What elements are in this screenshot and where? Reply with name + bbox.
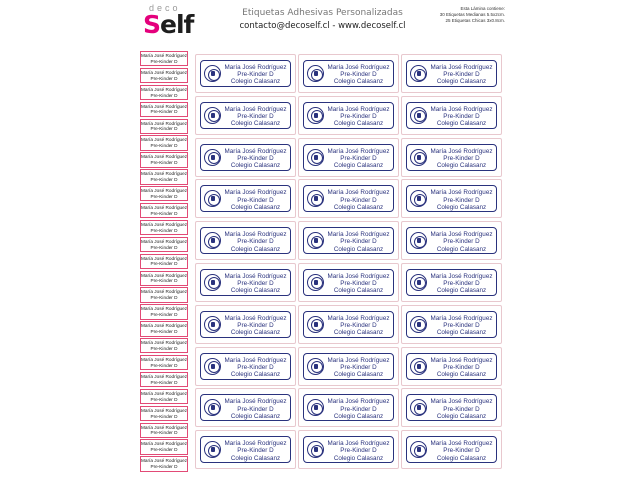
label-text	[223, 440, 288, 462]
label-frame	[303, 185, 394, 212]
label-frame	[200, 353, 291, 380]
small-label-grade: Pre-Kinder D	[150, 464, 178, 470]
label-name: María José Rodríguez	[430, 231, 493, 239]
label-school: Colegio Calasanz	[230, 245, 281, 253]
label-school: Colegio Calasanz	[436, 287, 487, 295]
sheet-info-line: 25 Etiquetas Chicas 3x0.8cm.	[445, 17, 505, 23]
school-crest-icon	[307, 190, 324, 207]
logo-self-text	[143, 10, 193, 39]
small-label-grade: Pre-Kinder D	[150, 244, 178, 250]
label-frame	[303, 269, 394, 296]
label-grade: Pre-Kinder D	[237, 447, 274, 455]
small-label-grade: Pre-Kinder D	[150, 362, 178, 368]
label-school: Colegio Calasanz	[436, 203, 487, 211]
label-school: Colegio Calasanz	[230, 78, 281, 86]
medium-label	[298, 388, 399, 427]
label-grade: Pre-Kinder D	[237, 71, 274, 79]
label-text	[223, 148, 288, 170]
label-school: Colegio Calasanz	[230, 162, 281, 169]
label-school: Colegio Calasanz	[333, 120, 384, 128]
small-label-name: María José Rodríguez	[141, 323, 188, 329]
sheet-info	[440, 6, 505, 23]
school-crest-icon	[410, 149, 427, 166]
small-label-name: María José Rodríguez	[141, 373, 188, 379]
label-name: María José Rodríguez	[430, 314, 493, 322]
small-label-grade: Pre-Kinder D	[150, 143, 178, 149]
school-crest-icon	[410, 107, 427, 124]
school-crest-icon	[410, 441, 427, 458]
school-crest-icon	[410, 190, 427, 207]
label-name: María José Rodríguez	[224, 105, 287, 113]
small-label-grade: Pre-Kinder D	[150, 75, 178, 81]
label-name: María José Rodríguez	[224, 64, 287, 71]
label-grade: Pre-Kinder D	[340, 447, 377, 455]
small-label-name: María José Rodríguez	[141, 205, 188, 211]
school-crest-icon	[204, 107, 221, 124]
label-frame	[406, 353, 497, 380]
label-name: María José Rodríguez	[327, 272, 390, 280]
school-crest-icon	[410, 358, 427, 375]
label-name: María José Rodríguez	[327, 64, 390, 71]
small-label	[140, 220, 188, 235]
small-label-grade: Pre-Kinder D	[150, 396, 178, 402]
decoself-logo	[143, 3, 194, 43]
small-label	[140, 456, 188, 471]
medium-label	[298, 430, 399, 469]
label-text	[326, 357, 391, 379]
label-text	[429, 440, 494, 462]
small-label-grade: Pre-Kinder D	[150, 92, 178, 98]
label-name: María José Rodríguez	[224, 314, 287, 322]
small-label-grade: Pre-Kinder D	[150, 312, 178, 318]
medium-label	[401, 430, 502, 469]
label-name: María José Rodríguez	[430, 64, 493, 71]
medium-label	[401, 179, 502, 218]
label-text	[429, 357, 494, 379]
small-label	[140, 203, 188, 218]
small-label-name: María José Rodríguez	[141, 221, 188, 227]
label-grade: Pre-Kinder D	[237, 238, 274, 246]
label-school: Colegio Calasanz	[333, 287, 384, 295]
sheet-info-line: Esta Lámina contiene:	[460, 6, 505, 11]
logo-elf-letters: elf	[160, 10, 194, 39]
label-frame	[200, 394, 291, 421]
school-crest-icon	[204, 149, 221, 166]
school-crest-icon	[307, 65, 324, 82]
label-grade: Pre-Kinder D	[340, 71, 377, 79]
label-frame	[200, 227, 291, 254]
label-frame	[303, 353, 394, 380]
small-label	[140, 372, 188, 387]
label-school: Colegio Calasanz	[230, 120, 281, 128]
small-label-grade: Pre-Kinder D	[150, 177, 178, 183]
school-crest-icon	[204, 190, 221, 207]
label-text	[429, 64, 494, 86]
label-grade: Pre-Kinder D	[443, 113, 480, 120]
medium-label	[298, 263, 399, 302]
medium-label	[401, 221, 502, 260]
label-frame	[406, 102, 497, 129]
label-text	[326, 106, 391, 128]
label-name: María José Rodríguez	[430, 356, 493, 364]
small-label-name: María José Rodríguez	[141, 458, 188, 464]
small-label-grade: Pre-Kinder D	[150, 193, 178, 199]
small-label-name: María José Rodríguez	[141, 441, 188, 447]
small-label	[140, 355, 188, 370]
medium-label	[298, 138, 399, 177]
label-school: Colegio Calasanz	[436, 162, 487, 169]
small-label-grade: Pre-Kinder D	[150, 58, 178, 64]
small-label	[140, 51, 188, 66]
label-name: María José Rodríguez	[224, 147, 287, 155]
small-label	[140, 423, 188, 438]
label-grade: Pre-Kinder D	[443, 71, 480, 79]
label-grade: Pre-Kinder D	[443, 321, 480, 329]
label-name: María José Rodríguez	[430, 105, 493, 113]
label-name: María José Rodríguez	[430, 189, 493, 197]
label-name: María José Rodríguez	[327, 147, 390, 155]
medium-label	[195, 221, 296, 260]
school-crest-icon	[307, 232, 324, 249]
label-name: María José Rodríguez	[327, 105, 390, 113]
school-crest-icon	[307, 316, 324, 333]
small-label-name: María José Rodríguez	[141, 137, 188, 143]
school-crest-icon	[307, 441, 324, 458]
label-text	[223, 64, 288, 86]
small-label-name: María José Rodríguez	[141, 86, 188, 92]
small-label-grade: Pre-Kinder D	[150, 345, 178, 351]
label-school: Colegio Calasanz	[333, 245, 384, 253]
logo-s-letter: S	[143, 10, 161, 39]
label-school: Colegio Calasanz	[436, 120, 487, 128]
label-text	[429, 231, 494, 253]
medium-labels-grid	[194, 54, 503, 472]
label-name: María José Rodríguez	[430, 440, 493, 448]
small-label-name: María José Rodríguez	[141, 272, 188, 278]
label-name: María José Rodríguez	[327, 440, 390, 448]
label-grade: Pre-Kinder D	[340, 405, 377, 413]
contact-line: contacto@decoself.cl - www.decoself.cl	[239, 21, 406, 31]
label-frame	[406, 185, 497, 212]
small-label-name: María José Rodríguez	[141, 289, 188, 295]
school-crest-icon	[410, 399, 427, 416]
small-label-grade: Pre-Kinder D	[150, 109, 178, 115]
label-text	[326, 440, 391, 462]
label-name: María José Rodríguez	[430, 398, 493, 406]
label-frame	[303, 144, 394, 171]
label-school: Colegio Calasanz	[333, 370, 384, 378]
school-crest-icon	[307, 358, 324, 375]
label-name: María José Rodríguez	[224, 398, 287, 406]
small-label	[140, 304, 188, 319]
label-name: María José Rodríguez	[224, 231, 287, 239]
label-school: Colegio Calasanz	[230, 203, 281, 211]
small-label-grade: Pre-Kinder D	[150, 261, 178, 267]
label-school: Colegio Calasanz	[436, 78, 487, 86]
label-frame	[303, 311, 394, 338]
label-text	[223, 106, 288, 128]
small-label-name: María José Rodríguez	[141, 154, 188, 160]
school-crest-icon	[307, 274, 324, 291]
label-name: María José Rodríguez	[327, 189, 390, 197]
small-label-name: María José Rodríguez	[141, 390, 188, 396]
medium-label	[195, 430, 296, 469]
label-text	[429, 148, 494, 170]
medium-label	[298, 221, 399, 260]
label-frame	[200, 102, 291, 129]
medium-label	[298, 179, 399, 218]
label-grade: Pre-Kinder D	[340, 113, 377, 120]
label-name: María José Rodríguez	[430, 147, 493, 155]
label-school: Colegio Calasanz	[333, 162, 384, 169]
medium-label	[401, 347, 502, 386]
label-school: Colegio Calasanz	[436, 370, 487, 378]
sheet-info-line: 30 Etiquetas Medianas 5.5x2cm.	[439, 11, 505, 17]
small-label-name: María José Rodríguez	[141, 357, 188, 363]
label-grade: Pre-Kinder D	[443, 363, 480, 371]
school-crest-icon	[204, 358, 221, 375]
label-school: Colegio Calasanz	[230, 454, 281, 462]
small-label-grade: Pre-Kinder D	[150, 227, 178, 233]
logo-deco-text: deco	[149, 3, 181, 13]
label-frame	[303, 394, 394, 421]
small-label	[140, 152, 188, 167]
label-name: María José Rodríguez	[224, 356, 287, 364]
medium-label	[401, 96, 502, 135]
label-text	[326, 148, 391, 170]
medium-label	[298, 96, 399, 135]
label-frame	[200, 185, 291, 212]
label-school: Colegio Calasanz	[436, 412, 487, 420]
school-crest-icon	[204, 399, 221, 416]
small-label	[140, 85, 188, 100]
label-school: Colegio Calasanz	[230, 370, 281, 378]
small-label-grade: Pre-Kinder D	[150, 413, 178, 419]
label-grade: Pre-Kinder D	[443, 447, 480, 455]
label-text	[429, 106, 494, 128]
small-label-grade: Pre-Kinder D	[150, 430, 178, 436]
label-school: Colegio Calasanz	[230, 329, 281, 337]
small-label-grade: Pre-Kinder D	[150, 447, 178, 453]
small-label-name: María José Rodríguez	[141, 103, 188, 109]
medium-label	[195, 54, 296, 93]
school-crest-icon	[410, 232, 427, 249]
small-label	[140, 186, 188, 201]
medium-label	[195, 388, 296, 427]
small-label	[140, 287, 188, 302]
label-grade: Pre-Kinder D	[340, 154, 377, 162]
label-grade: Pre-Kinder D	[340, 196, 377, 204]
small-label-grade: Pre-Kinder D	[150, 278, 178, 284]
label-grade: Pre-Kinder D	[443, 154, 480, 162]
label-grade: Pre-Kinder D	[237, 405, 274, 413]
label-frame	[406, 394, 497, 421]
school-crest-icon	[204, 65, 221, 82]
small-label-grade: Pre-Kinder D	[150, 329, 178, 335]
label-text	[223, 398, 288, 420]
small-label	[140, 237, 188, 252]
small-label-grade: Pre-Kinder D	[150, 379, 178, 385]
label-grade: Pre-Kinder D	[340, 363, 377, 371]
medium-label	[195, 179, 296, 218]
small-label-name: María José Rodríguez	[141, 120, 188, 126]
label-text	[223, 357, 288, 379]
small-labels-column	[140, 51, 188, 473]
small-label-name: María José Rodríguez	[141, 171, 188, 177]
page-title: Etiquetas Adhesivas Personalizadas	[242, 8, 403, 18]
school-crest-icon	[204, 232, 221, 249]
label-name: María José Rodríguez	[327, 398, 390, 406]
school-crest-icon	[307, 149, 324, 166]
medium-label	[401, 388, 502, 427]
label-school: Colegio Calasanz	[333, 329, 384, 337]
label-grade: Pre-Kinder D	[443, 238, 480, 246]
small-label	[140, 102, 188, 117]
label-school: Colegio Calasanz	[333, 203, 384, 211]
label-grade: Pre-Kinder D	[340, 321, 377, 329]
label-name: María José Rodríguez	[327, 356, 390, 364]
label-grade: Pre-Kinder D	[237, 154, 274, 162]
medium-label	[401, 54, 502, 93]
label-frame	[303, 60, 394, 87]
label-frame	[303, 227, 394, 254]
label-frame	[406, 436, 497, 463]
label-frame	[406, 144, 497, 171]
label-school: Colegio Calasanz	[230, 412, 281, 420]
label-school: Colegio Calasanz	[333, 454, 384, 462]
small-label-name: María José Rodríguez	[141, 306, 188, 312]
school-crest-icon	[204, 316, 221, 333]
medium-label	[195, 96, 296, 135]
label-frame	[406, 269, 497, 296]
label-grade: Pre-Kinder D	[443, 405, 480, 413]
label-frame	[406, 227, 497, 254]
label-frame	[200, 60, 291, 87]
small-label	[140, 389, 188, 404]
label-frame	[200, 436, 291, 463]
medium-label	[401, 138, 502, 177]
school-crest-icon	[204, 441, 221, 458]
school-crest-icon	[204, 274, 221, 291]
label-text	[429, 273, 494, 295]
label-frame	[406, 311, 497, 338]
school-crest-icon	[410, 65, 427, 82]
label-school: Colegio Calasanz	[436, 454, 487, 462]
label-name: María José Rodríguez	[224, 189, 287, 197]
small-label-name: María José Rodríguez	[141, 340, 188, 346]
small-label	[140, 439, 188, 454]
label-text	[326, 64, 391, 86]
label-text	[326, 273, 391, 295]
label-school: Colegio Calasanz	[230, 287, 281, 295]
label-grade: Pre-Kinder D	[237, 113, 274, 120]
small-label-name: María José Rodríguez	[141, 53, 188, 58]
label-grade: Pre-Kinder D	[237, 280, 274, 288]
medium-label	[195, 305, 296, 344]
medium-label	[195, 138, 296, 177]
label-name: María José Rodríguez	[430, 272, 493, 280]
small-label	[140, 338, 188, 353]
label-text	[326, 189, 391, 211]
label-grade: Pre-Kinder D	[340, 280, 377, 288]
label-text	[326, 315, 391, 337]
small-label-grade: Pre-Kinder D	[150, 210, 178, 216]
small-label	[140, 271, 188, 286]
label-grade: Pre-Kinder D	[237, 321, 274, 329]
label-grade: Pre-Kinder D	[443, 280, 480, 288]
medium-label	[298, 305, 399, 344]
school-crest-icon	[410, 316, 427, 333]
label-name: María José Rodríguez	[224, 440, 287, 448]
label-name: María José Rodríguez	[327, 314, 390, 322]
small-label-name: María José Rodríguez	[141, 255, 188, 261]
label-school: Colegio Calasanz	[333, 412, 384, 420]
small-label	[140, 135, 188, 150]
small-label	[140, 321, 188, 336]
small-label	[140, 254, 188, 269]
small-label-name: María José Rodríguez	[141, 69, 188, 75]
label-text	[326, 398, 391, 420]
medium-label	[195, 263, 296, 302]
label-text	[223, 315, 288, 337]
label-frame	[200, 311, 291, 338]
small-label	[140, 68, 188, 83]
label-grade: Pre-Kinder D	[237, 196, 274, 204]
label-frame	[200, 144, 291, 171]
label-name: María José Rodríguez	[327, 231, 390, 239]
medium-label	[401, 263, 502, 302]
label-frame	[406, 60, 497, 87]
label-grade: Pre-Kinder D	[443, 196, 480, 204]
label-school: Colegio Calasanz	[436, 329, 487, 337]
label-text	[429, 189, 494, 211]
label-name: María José Rodríguez	[224, 272, 287, 280]
label-text	[223, 273, 288, 295]
label-school: Colegio Calasanz	[436, 245, 487, 253]
small-label-name: María José Rodríguez	[141, 424, 188, 430]
medium-label	[298, 347, 399, 386]
small-label	[140, 119, 188, 134]
medium-label	[298, 54, 399, 93]
label-frame	[200, 269, 291, 296]
small-label-name: María José Rodríguez	[141, 188, 188, 194]
label-text	[326, 231, 391, 253]
small-label	[140, 169, 188, 184]
small-label	[140, 406, 188, 421]
label-text	[429, 398, 494, 420]
label-grade: Pre-Kinder D	[237, 363, 274, 371]
label-frame	[303, 102, 394, 129]
label-text	[429, 315, 494, 337]
school-crest-icon	[307, 107, 324, 124]
school-crest-icon	[307, 399, 324, 416]
small-label-name: María José Rodríguez	[141, 238, 188, 244]
small-label-grade: Pre-Kinder D	[150, 126, 178, 132]
label-school: Colegio Calasanz	[333, 78, 384, 86]
label-text	[223, 231, 288, 253]
medium-label	[195, 347, 296, 386]
small-label-grade: Pre-Kinder D	[150, 295, 178, 301]
small-label-name: María José Rodríguez	[141, 407, 188, 413]
label-frame	[303, 436, 394, 463]
medium-label	[401, 305, 502, 344]
label-text	[223, 189, 288, 211]
school-crest-icon	[410, 274, 427, 291]
label-grade: Pre-Kinder D	[340, 238, 377, 246]
small-label-grade: Pre-Kinder D	[150, 160, 178, 166]
